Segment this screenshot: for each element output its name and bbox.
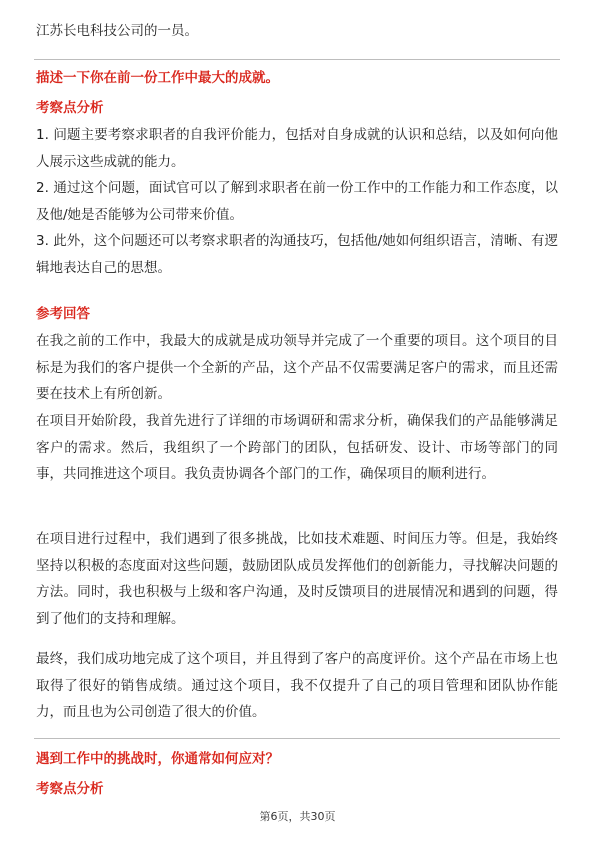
analysis-1-item-3: 3. 此外，这个问题还可以考察求职者的沟通技巧，包括他/她如何组织语言，清晰、有逻辑地表达自己的思想。 [36, 233, 558, 276]
answer-1-paragraph-2: 在项目开始阶段，我首先进行了详细的市场调研和需求分析，确保我们的产品能够满足客户的需求。然后，我组织了一个跨部门的团队，包括研发、设计、市场等部门的同事，共同推进这个项目。我负责协调各个部门的工作，确保项目的顺利进行。 [36, 413, 558, 482]
divider [34, 59, 560, 60]
answer-1-paragraph-4: 最终，我们成功地完成了这个项目，并且得到了客户的高度评价。这个产品在市场上也取得了很好的销售成绩。通过这个项目，我不仅提升了自己的项目管理和团队协作能力，而且也为公司创造了很大的价值。 [36, 651, 558, 720]
answer-heading-1: 参考回答 [36, 306, 90, 322]
question-1: 描述一下你在前一份工作中最大的成就。 [36, 70, 279, 86]
divider [34, 738, 560, 739]
question-2: 遇到工作中的挑战时，你通常如何应对？ [36, 751, 279, 767]
page-number: 第6页，共30页 [259, 810, 336, 823]
analysis-1-item-2: 2. 通过这个问题，面试官可以了解到求职者在前一份工作中的工作能力和工作态度，以及他/她是否能够为公司带来价值。 [36, 180, 558, 223]
analysis-1-item-1: 1. 问题主要考察求职者的自我评价能力，包括对自身成就的认识和总结，以及如何向他人展示这些成就的能力。 [36, 127, 558, 170]
answer-1-paragraph-1: 在我之前的工作中，我最大的成就是成功领导并完成了一个重要的项目。这个项目的目标是为我们的客户提供一个全新的产品，这个产品不仅需要满足客户的需求，而且还需要在技术上有所创新。 [36, 333, 558, 402]
analysis-heading-1: 考察点分析 [36, 100, 104, 116]
intro-tail: 江苏长电科技公司的一员。 [36, 23, 198, 39]
answer-1-paragraph-3: 在项目进行过程中，我们遇到了很多挑战，比如技术难题、时间压力等。但是，我始终坚持以积极的态度面对这些问题，鼓励团队成员发挥他们的创新能力，寻找解决问题的方法。同时，我也积极与上级和客户沟通，及时反馈项目的进展情况和遇到的问题，得到了他们的支持和理解。 [36, 531, 558, 627]
analysis-heading-2: 考察点分析 [36, 781, 104, 797]
